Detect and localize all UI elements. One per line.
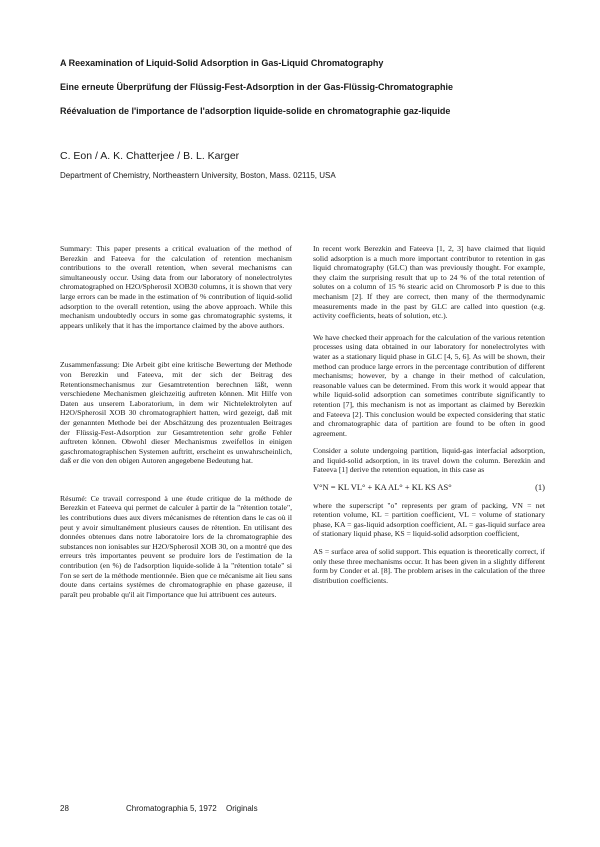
resume-paragraph: Résumé: Ce travail correspond à une étude critique de la méthode de Berezkin et Fateeva qui permet de calculer à partir de la "rétention totale", les contributions dues aux divers mécanismes de rétention dans le cas où il peut y avoir simultanément plusieurs causes de rétention. En utilisant des données obtenues dans notre laboratoire lors de la chromatographie des substances non ionisables sur H2O/Spherosil XOB 30, on a montré que des erreurs très importantes peuvent se produire lors de l'estimation de la contribution (en %) de l'adsorption liquide-solide à la "rétention totale" si l'on se sert de la méthode mentionnée. Bien que ce mécanisme ait lieu sans doute dans certains systèmes de chromatographie en phase gazeuse, il paraît peu probable qu'il ait l'importance que lui attribuent ces auteurs. [60, 493, 292, 599]
title-french: Réévaluation de l'importance de l'adsorption liquide-solide en chromatographie gaz-liquide [60, 106, 451, 116]
body-paragraph-1: In recent work Berezkin and Fateeva [1, 2, 3] have claimed that liquid solid adsorption is a much more important contributor to retention in gas liquid chromatography (GLC) than was previously thought. For example, they claim the surprising result that up to 24 % of the total retention of solutes on a column of 15 % stearic acid on Chromosorb P is due to this mechanism [2]. If they are correct, then many of the thermodynamic measurements made in the past by GLC are called into question (e.g. activity coefficients, heats of solution, etc.). [313, 244, 545, 321]
left-column [60, 244, 292, 599]
body-paragraph-4: where the superscript "o" represents per gram of packing, VN = net retention volume, KL = partition coefficient, VL = volume of stationary phase, KA = gas-liquid adsorption coefficient, AL = gas-liquid surface area of stationary liquid phase, KS = liquid-solid adsorption coefficient, [313, 500, 545, 539]
authors: C. Eon / A. K. Chatterjee / B. L. Karger [60, 150, 240, 162]
summary-paragraph: Summary: This paper presents a critical evaluation of the method of Berezkin and Fateeva for the calculation of retention mechanism contributions to the overall retention, when several mechanisms can simultaneously occur. Using data from our laboratory of nonelectrolytes chromatographed on H2O/Spherosil XOB30 columns, it is shown that very large errors can be made in the estimation of % contribution of liquid-solid adsorption to the overall retention, using the above approach. While this mechanism undoubtedly occurs in some gas chromatographic systems, it appears unlikely that it has the importance claimed by the above authors. [60, 244, 292, 330]
page-number: 28 [60, 804, 69, 813]
affiliation: Department of Chemistry, Northeastern University, Boston, Mass. 02115, USA [60, 171, 336, 180]
journal-name: Chromatographia 5, 1972 [126, 804, 217, 813]
equation-1 [313, 483, 545, 493]
title-english: A Reexamination of Liquid-Solid Adsorption in Gas-Liquid Chromatography [60, 58, 384, 68]
body-paragraph-5: AS = surface area of solid support. This equation is theoretically correct, if only these three mechanisms occur. It has been given in a slightly different form by Conder et al. [8]. The problem arises in the calculation of the three distribution coefficients. [313, 547, 545, 585]
zusammenfassung-paragraph: Zusammenfassung: Die Arbeit gibt eine kritische Bewertung der Methode von Berezkin und Fateeva, mit der sich der Beitrag des Retentionsmechanismus zur Gesamtretention berechnen läßt, wenn verschiedene Mechanismen gleichzeitig auftreten können. Mit Hilfe von Daten aus unserem Laboratorium, in dem wir Nichtelektrolyten auf H2O/Spherosil XOB 30 chromatographiert hatten, wird gezeigt, daß mit der genannten Methode bei der Abschätzung des prozentualen Beitrages der Flüssig-Fest-Adsorption zur Gesamtretention sehr große Fehler auftreten können. Obwohl dieser Mechanismus zweifellos in einigen gaschromatographischen Systemen auftritt, erscheint es unwahrscheinlich, daß er die von den obigen Autoren angegebene Bedeutung hat. [60, 360, 292, 466]
body-paragraph-2: We have checked their approach for the calculation of the various retention processes using data obtained in our laboratory for nonelectrolytes with water as a stationary liquid phase in GLC [4, 5, 6]. As will be shown, their method can produce large errors in the percentage contribution of different mechanisms; however, by a change in their method of calculation, reasonable values can be determined. From this work it would appear that while liquid-solid adsorption can sometimes contribute significantly to retention [7], this mechanism is not as important as claimed by Berezkin and Fateeva [2]. This conclusion would be expected considering that static and chromatographic data of partition are found to be often in good agreement. [313, 332, 545, 438]
section-label: Originals [226, 804, 258, 813]
equation-number: (1) [535, 482, 545, 493]
title-german: Eine erneute Überprüfung der Flüssig-Fest-Adsorption in der Gas-Flüssig-Chromatographie [60, 82, 454, 92]
body-paragraph-3: Consider a solute undergoing partition, liquid-gas interfacial adsorption, and liquid-solid adsorption, in its travel down the column. Berezkin and Fateeva [1] derive the retention equation, in this case as [313, 446, 545, 475]
right-column [313, 244, 545, 585]
equation-text: V°N = KL VL° + KA AL° + KL KS AS° [313, 482, 452, 493]
